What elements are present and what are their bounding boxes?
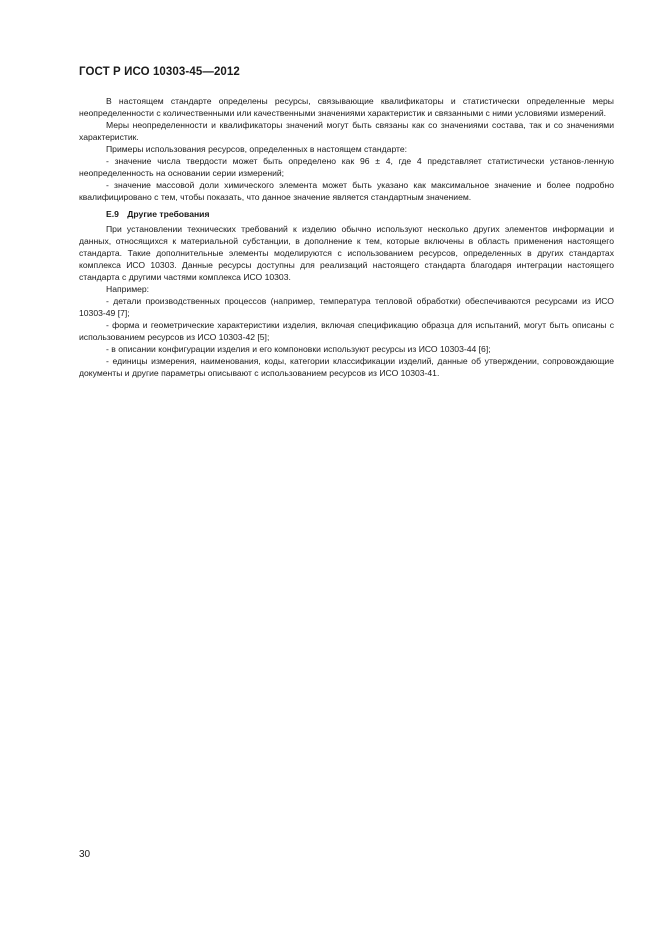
paragraph: Примеры использования ресурсов, определенных в настоящем стандарте: <box>106 144 408 154</box>
page-content <box>79 95 614 379</box>
section-title: Другие требования <box>127 209 210 219</box>
paragraph: Например: <box>106 284 150 294</box>
paragraph: В настоящем стандарте определены ресурсы, связывающие квалификаторы и статистически определенные меры неопределенности с количественными или качественными значениями характеристик и связанными с ними условиями измерений. <box>79 96 614 118</box>
page-number: 30 <box>79 849 91 860</box>
list-item: - единицы измерения, наименования, коды, категории классификации изделий, данные об утверждении, сопровождающие документы и другие параметры описывают с использованием ресурсов из ИСО 10303-41. <box>79 356 614 378</box>
section-heading <box>79 208 614 220</box>
list-item: - значение числа твердости может быть определено как 96 ± 4, где 4 представляет статистически установ-ленную неопределенность на основании серии измерений; <box>79 156 614 178</box>
paragraph: При установлении технических требований к изделию обычно используют несколько других элементов информации и данных, относящихся к материальной субстанции, в дополнение к тем, которые включены в область применения настоящего стандарта. Такие дополнительные элементы моделируются с использованием ресурсов, определенных в других стандартах комплекса ИСО 10303. Данные ресурсы доступны для реализаций настоящего стандарта благодаря интеграции настоящего стандарта с другими частями комплекса ИСО 10303. <box>79 224 614 282</box>
paragraph: Меры неопределенности и квалификаторы значений могут быть связаны как со значениями состава, так и со значениями характеристик. <box>79 120 614 142</box>
list-item: - в описании конфигурации изделия и его компоновки используют ресурсы из ИСО 10303-44 [6]; <box>106 344 491 354</box>
section-number: E.9 <box>106 209 119 219</box>
standard-header: ГОСТ Р ИСО 10303-45—2012 <box>79 66 240 78</box>
list-item: - детали производственных процессов (например, температура тепловой обработки) обеспечиваются ресурсами из ИСО 10303-49 [7]; <box>79 296 614 318</box>
list-item: - значение массовой доли химического элемента может быть указано как максимальное значение и более подробно квалифицировано с тем, чтобы показать, что данное значение является стандартным значением. <box>79 180 614 202</box>
list-item: - форма и геометрические характеристики изделия, включая спецификацию образца для испытаний, могут быть описаны с использованием ресурсов из ИСО 10303-42 [5]; <box>79 320 614 342</box>
